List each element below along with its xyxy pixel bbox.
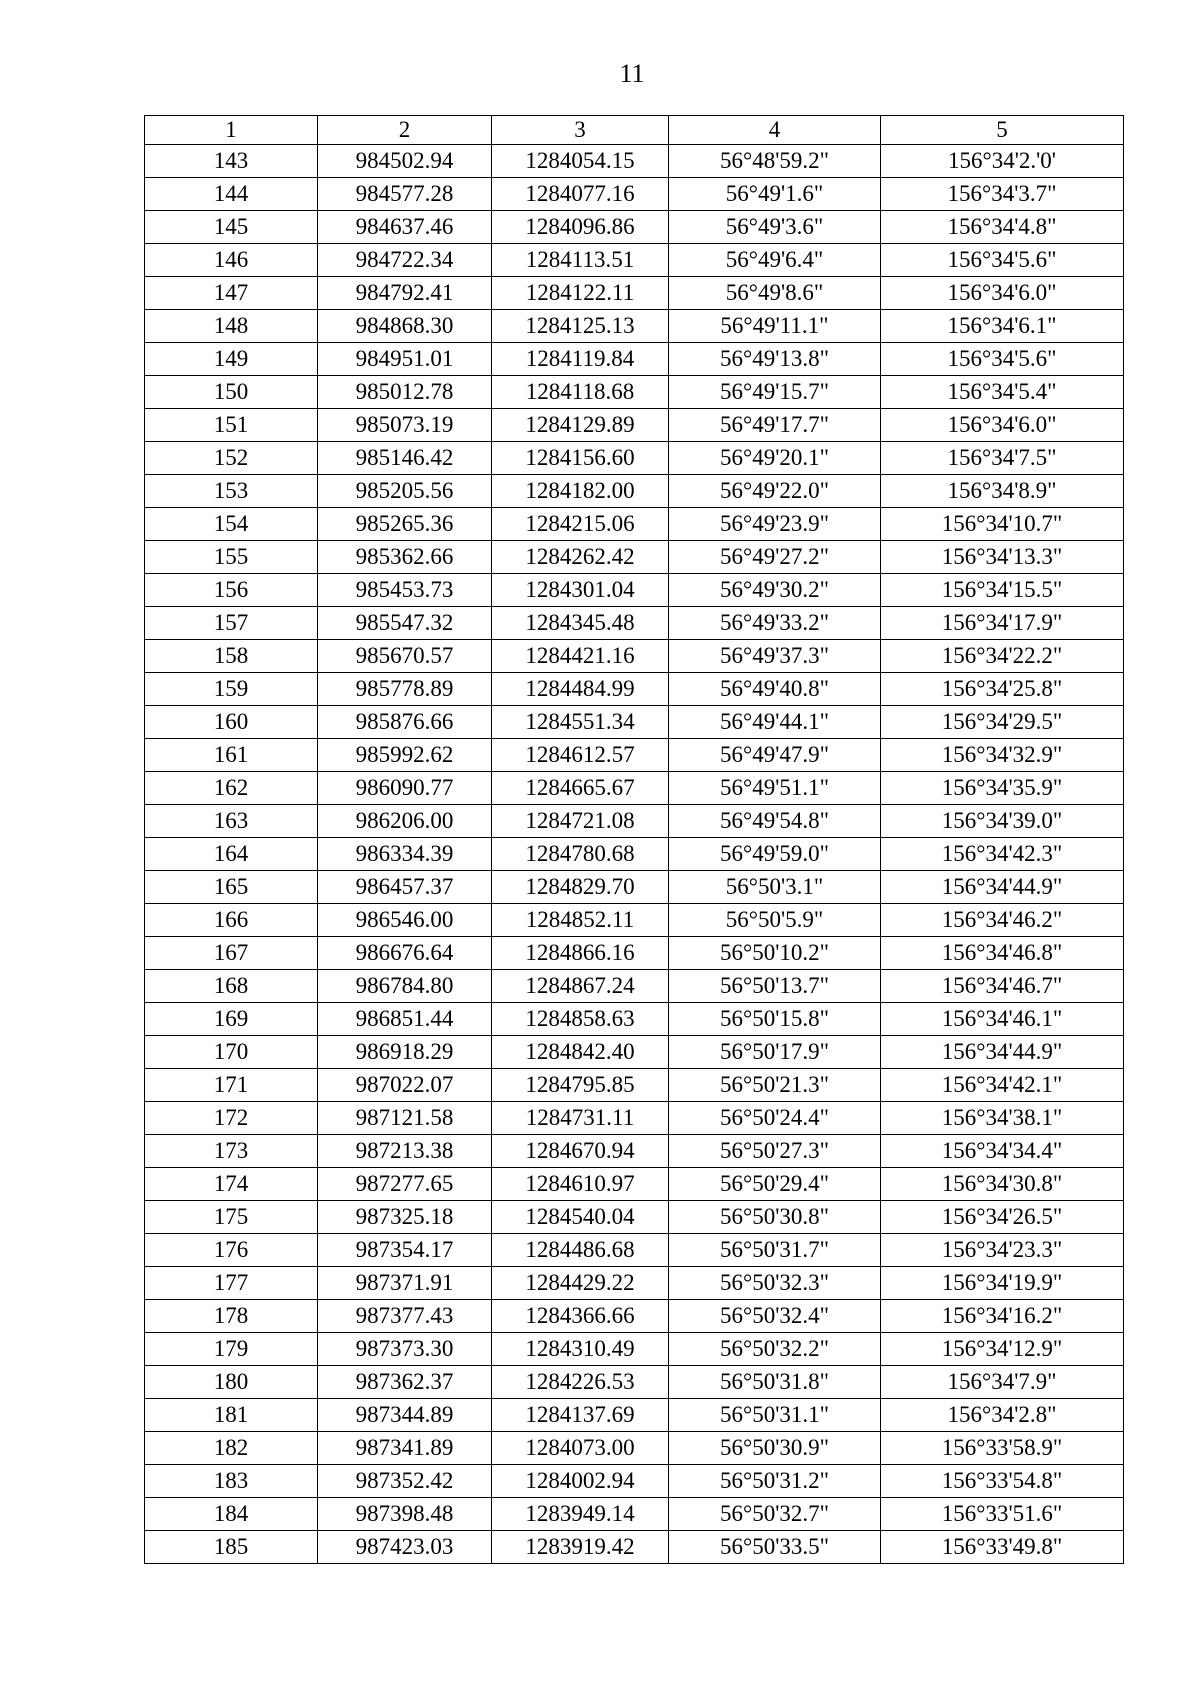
point-number-cell: 168 [145,970,318,1003]
longitude-cell: 156°34'26.5" [881,1201,1124,1234]
point-number-cell: 161 [145,739,318,772]
longitude-cell: 156°34'42.3" [881,838,1124,871]
longitude-cell: 156°34'44.9" [881,1036,1124,1069]
point-number-cell: 146 [145,244,318,277]
table-row [145,937,1124,970]
longitude-cell: 156°34'16.2" [881,1300,1124,1333]
y-coordinate-cell: 1284122.11 [492,277,669,310]
x-coordinate-cell: 984868.30 [318,310,492,343]
latitude-cell: 56°49'13.8" [669,343,881,376]
point-number-cell: 167 [145,937,318,970]
longitude-cell: 156°34'39.0" [881,805,1124,838]
y-coordinate-cell: 1284540.04 [492,1201,669,1234]
point-number-cell: 160 [145,706,318,739]
x-coordinate-cell: 986851.44 [318,1003,492,1036]
latitude-cell: 56°49'6.4" [669,244,881,277]
longitude-cell: 156°34'17.9" [881,607,1124,640]
latitude-cell: 56°50'10.2" [669,937,881,970]
latitude-cell: 56°50'17.9" [669,1036,881,1069]
table-row [145,1333,1124,1366]
point-number-cell: 145 [145,211,318,244]
x-coordinate-cell: 987362.37 [318,1366,492,1399]
latitude-cell: 56°49'8.6" [669,277,881,310]
latitude-cell: 56°50'30.8" [669,1201,881,1234]
latitude-cell: 56°50'31.1" [669,1399,881,1432]
y-coordinate-cell: 1284119.84 [492,343,669,376]
latitude-cell: 56°49'11.1" [669,310,881,343]
x-coordinate-cell: 987398.48 [318,1498,492,1531]
longitude-cell: 156°34'46.1" [881,1003,1124,1036]
x-coordinate-cell: 984637.46 [318,211,492,244]
point-number-cell: 155 [145,541,318,574]
point-number-cell: 174 [145,1168,318,1201]
y-coordinate-cell: 1283949.14 [492,1498,669,1531]
longitude-cell: 156°34'44.9" [881,871,1124,904]
y-coordinate-cell: 1284665.67 [492,772,669,805]
latitude-cell: 56°49'17.7" [669,409,881,442]
table-row [145,1267,1124,1300]
x-coordinate-cell: 985778.89 [318,673,492,706]
page-number: 11 [619,59,645,88]
table-row [145,970,1124,1003]
table-row [145,1465,1124,1498]
point-number-cell: 177 [145,1267,318,1300]
table-row [145,739,1124,772]
table-row [145,541,1124,574]
point-number-cell: 175 [145,1201,318,1234]
table-row [145,343,1124,376]
y-coordinate-cell: 1284866.16 [492,937,669,970]
column-header-4: 4 [669,116,881,145]
x-coordinate-cell: 987277.65 [318,1168,492,1201]
y-coordinate-cell: 1284366.66 [492,1300,669,1333]
y-coordinate-cell: 1284301.04 [492,574,669,607]
table-row [145,244,1124,277]
x-coordinate-cell: 985670.57 [318,640,492,673]
x-coordinate-cell: 987022.07 [318,1069,492,1102]
table-row [145,607,1124,640]
x-coordinate-cell: 985012.78 [318,376,492,409]
y-coordinate-cell: 1284054.15 [492,145,669,178]
table-row [145,1102,1124,1135]
latitude-cell: 56°50'30.9" [669,1432,881,1465]
y-coordinate-cell: 1284731.11 [492,1102,669,1135]
table-row [145,1168,1124,1201]
y-coordinate-cell: 1284795.85 [492,1069,669,1102]
x-coordinate-cell: 985362.66 [318,541,492,574]
table-row [145,145,1124,178]
latitude-cell: 56°50'31.2" [669,1465,881,1498]
x-coordinate-cell: 986784.80 [318,970,492,1003]
x-coordinate-cell: 986090.77 [318,772,492,805]
longitude-cell: 156°34'2.8" [881,1399,1124,1432]
point-number-cell: 185 [145,1531,318,1564]
x-coordinate-cell: 987423.03 [318,1531,492,1564]
latitude-cell: 56°50'33.5" [669,1531,881,1564]
table-row [145,508,1124,541]
longitude-cell: 156°34'32.9" [881,739,1124,772]
y-coordinate-cell: 1284829.70 [492,871,669,904]
point-number-cell: 153 [145,475,318,508]
point-number-cell: 151 [145,409,318,442]
longitude-cell: 156°34'6.0" [881,277,1124,310]
x-coordinate-cell: 987352.42 [318,1465,492,1498]
longitude-cell: 156°34'5.6" [881,343,1124,376]
longitude-cell: 156°34'6.0" [881,409,1124,442]
table-row [145,1399,1124,1432]
x-coordinate-cell: 985547.32 [318,607,492,640]
point-number-cell: 172 [145,1102,318,1135]
x-coordinate-cell: 987354.17 [318,1234,492,1267]
y-coordinate-cell: 1284610.97 [492,1168,669,1201]
latitude-cell: 56°50'32.7" [669,1498,881,1531]
longitude-cell: 156°34'7.5" [881,442,1124,475]
x-coordinate-cell: 987377.43 [318,1300,492,1333]
latitude-cell: 56°50'32.2" [669,1333,881,1366]
x-coordinate-cell: 987371.91 [318,1267,492,1300]
x-coordinate-cell: 986676.64 [318,937,492,970]
point-number-cell: 162 [145,772,318,805]
latitude-cell: 56°50'5.9" [669,904,881,937]
y-coordinate-cell: 1284867.24 [492,970,669,1003]
y-coordinate-cell: 1284421.16 [492,640,669,673]
table-header [145,116,1124,145]
longitude-cell: 156°34'46.7" [881,970,1124,1003]
column-header-5: 5 [881,116,1124,145]
latitude-cell: 56°50'32.4" [669,1300,881,1333]
latitude-cell: 56°49'37.3" [669,640,881,673]
y-coordinate-cell: 1284118.68 [492,376,669,409]
x-coordinate-cell: 987121.58 [318,1102,492,1135]
y-coordinate-cell: 1284780.68 [492,838,669,871]
table-row [145,1036,1124,1069]
y-coordinate-cell: 1284215.06 [492,508,669,541]
x-coordinate-cell: 984722.34 [318,244,492,277]
table-row [145,376,1124,409]
latitude-cell: 56°49'3.6" [669,211,881,244]
y-coordinate-cell: 1284345.48 [492,607,669,640]
column-header-1: 1 [145,116,318,145]
latitude-cell: 56°49'44.1" [669,706,881,739]
longitude-cell: 156°34'5.4" [881,376,1124,409]
table-row [145,1135,1124,1168]
table-row [145,1201,1124,1234]
x-coordinate-cell: 984792.41 [318,277,492,310]
longitude-cell: 156°34'8.9" [881,475,1124,508]
table-row [145,673,1124,706]
table-row [145,574,1124,607]
latitude-cell: 56°50'24.4" [669,1102,881,1135]
longitude-cell: 156°34'19.9" [881,1267,1124,1300]
y-coordinate-cell: 1284226.53 [492,1366,669,1399]
y-coordinate-cell: 1284156.60 [492,442,669,475]
x-coordinate-cell: 986457.37 [318,871,492,904]
latitude-cell: 56°49'27.2" [669,541,881,574]
longitude-cell: 156°34'2.'0' [881,145,1124,178]
x-coordinate-cell: 987341.89 [318,1432,492,1465]
y-coordinate-cell: 1284096.86 [492,211,669,244]
y-coordinate-cell: 1284262.42 [492,541,669,574]
point-number-cell: 170 [145,1036,318,1069]
latitude-cell: 56°50'31.8" [669,1366,881,1399]
point-number-cell: 159 [145,673,318,706]
point-number-cell: 183 [145,1465,318,1498]
point-number-cell: 171 [145,1069,318,1102]
table-row [145,211,1124,244]
point-number-cell: 144 [145,178,318,211]
latitude-cell: 56°50'15.8" [669,1003,881,1036]
latitude-cell: 56°49'47.9" [669,739,881,772]
point-number-cell: 152 [145,442,318,475]
point-number-cell: 148 [145,310,318,343]
point-number-cell: 149 [145,343,318,376]
table-row [145,1498,1124,1531]
longitude-cell: 156°34'13.3" [881,541,1124,574]
latitude-cell: 56°49'22.0" [669,475,881,508]
x-coordinate-cell: 987325.18 [318,1201,492,1234]
point-number-cell: 156 [145,574,318,607]
point-number-cell: 169 [145,1003,318,1036]
x-coordinate-cell: 987344.89 [318,1399,492,1432]
point-number-cell: 163 [145,805,318,838]
y-coordinate-cell: 1284852.11 [492,904,669,937]
point-number-cell: 181 [145,1399,318,1432]
latitude-cell: 56°49'15.7" [669,376,881,409]
latitude-cell: 56°49'40.8" [669,673,881,706]
latitude-cell: 56°50'3.1" [669,871,881,904]
longitude-cell: 156°34'42.1" [881,1069,1124,1102]
point-number-cell: 184 [145,1498,318,1531]
table-row [145,805,1124,838]
longitude-cell: 156°34'3.7" [881,178,1124,211]
point-number-cell: 179 [145,1333,318,1366]
x-coordinate-cell: 987373.30 [318,1333,492,1366]
x-coordinate-cell: 984502.94 [318,145,492,178]
latitude-cell: 56°49'1.6" [669,178,881,211]
latitude-cell: 56°49'20.1" [669,442,881,475]
x-coordinate-cell: 985146.42 [318,442,492,475]
longitude-cell: 156°34'38.1" [881,1102,1124,1135]
table-row [145,1234,1124,1267]
latitude-cell: 56°49'33.2" [669,607,881,640]
longitude-cell: 156°34'25.8" [881,673,1124,706]
longitude-cell: 156°34'15.5" [881,574,1124,607]
y-coordinate-cell: 1284858.63 [492,1003,669,1036]
table-row [145,310,1124,343]
point-number-cell: 166 [145,904,318,937]
column-header-3: 3 [492,116,669,145]
longitude-cell: 156°34'6.1" [881,310,1124,343]
point-number-cell: 180 [145,1366,318,1399]
latitude-cell: 56°50'31.7" [669,1234,881,1267]
y-coordinate-cell: 1284129.89 [492,409,669,442]
longitude-cell: 156°34'12.9" [881,1333,1124,1366]
y-coordinate-cell: 1284429.22 [492,1267,669,1300]
latitude-cell: 56°50'27.3" [669,1135,881,1168]
x-coordinate-cell: 985992.62 [318,739,492,772]
table-row [145,1531,1124,1564]
latitude-cell: 56°50'13.7" [669,970,881,1003]
longitude-cell: 156°34'7.9" [881,1366,1124,1399]
longitude-cell: 156°34'46.2" [881,904,1124,937]
longitude-cell: 156°34'10.7" [881,508,1124,541]
point-number-cell: 147 [145,277,318,310]
y-coordinate-cell: 1284182.00 [492,475,669,508]
y-coordinate-cell: 1284486.68 [492,1234,669,1267]
table-row [145,1003,1124,1036]
latitude-cell: 56°48'59.2" [669,145,881,178]
y-coordinate-cell: 1284612.57 [492,739,669,772]
point-number-cell: 150 [145,376,318,409]
latitude-cell: 56°50'21.3" [669,1069,881,1102]
point-number-cell: 143 [145,145,318,178]
point-number-cell: 182 [145,1432,318,1465]
header-row [145,116,1124,145]
x-coordinate-cell: 986546.00 [318,904,492,937]
longitude-cell: 156°34'34.4" [881,1135,1124,1168]
table-row [145,904,1124,937]
y-coordinate-cell: 1284484.99 [492,673,669,706]
x-coordinate-cell: 986918.29 [318,1036,492,1069]
longitude-cell: 156°34'4.8" [881,211,1124,244]
table-row [145,1366,1124,1399]
longitude-cell: 156°34'35.9" [881,772,1124,805]
point-number-cell: 157 [145,607,318,640]
table-row [145,871,1124,904]
longitude-cell: 156°33'51.6" [881,1498,1124,1531]
y-coordinate-cell: 1284002.94 [492,1465,669,1498]
table-row [145,1069,1124,1102]
x-coordinate-cell: 985265.36 [318,508,492,541]
point-number-cell: 165 [145,871,318,904]
point-number-cell: 173 [145,1135,318,1168]
latitude-cell: 56°49'30.2" [669,574,881,607]
table-row [145,277,1124,310]
y-coordinate-cell: 1284551.34 [492,706,669,739]
point-number-cell: 164 [145,838,318,871]
table-row [145,409,1124,442]
longitude-cell: 156°33'54.8" [881,1465,1124,1498]
y-coordinate-cell: 1284077.16 [492,178,669,211]
x-coordinate-cell: 987213.38 [318,1135,492,1168]
longitude-cell: 156°34'29.5" [881,706,1124,739]
table-row [145,772,1124,805]
longitude-cell: 156°34'5.6" [881,244,1124,277]
x-coordinate-cell: 985453.73 [318,574,492,607]
table-row [145,1300,1124,1333]
table-body [145,145,1124,1564]
table-row [145,442,1124,475]
x-coordinate-cell: 986206.00 [318,805,492,838]
table-row [145,706,1124,739]
x-coordinate-cell: 985073.19 [318,409,492,442]
x-coordinate-cell: 985876.66 [318,706,492,739]
y-coordinate-cell: 1284842.40 [492,1036,669,1069]
table-row [145,475,1124,508]
y-coordinate-cell: 1284113.51 [492,244,669,277]
latitude-cell: 56°49'51.1" [669,772,881,805]
table-row [145,1432,1124,1465]
y-coordinate-cell: 1284721.08 [492,805,669,838]
point-number-cell: 178 [145,1300,318,1333]
column-header-2: 2 [318,116,492,145]
y-coordinate-cell: 1284137.69 [492,1399,669,1432]
point-number-cell: 158 [145,640,318,673]
point-number-cell: 154 [145,508,318,541]
x-coordinate-cell: 984577.28 [318,178,492,211]
longitude-cell: 156°33'49.8" [881,1531,1124,1564]
x-coordinate-cell: 985205.56 [318,475,492,508]
coordinates-table [144,115,1124,1564]
y-coordinate-cell: 1284310.49 [492,1333,669,1366]
longitude-cell: 156°34'22.2" [881,640,1124,673]
longitude-cell: 156°34'30.8" [881,1168,1124,1201]
y-coordinate-cell: 1284125.13 [492,310,669,343]
longitude-cell: 156°34'23.3" [881,1234,1124,1267]
x-coordinate-cell: 984951.01 [318,343,492,376]
latitude-cell: 56°49'23.9" [669,508,881,541]
point-number-cell: 176 [145,1234,318,1267]
latitude-cell: 56°49'59.0" [669,838,881,871]
longitude-cell: 156°33'58.9" [881,1432,1124,1465]
latitude-cell: 56°50'29.4" [669,1168,881,1201]
latitude-cell: 56°50'32.3" [669,1267,881,1300]
latitude-cell: 56°49'54.8" [669,805,881,838]
y-coordinate-cell: 1283919.42 [492,1531,669,1564]
x-coordinate-cell: 986334.39 [318,838,492,871]
y-coordinate-cell: 1284670.94 [492,1135,669,1168]
longitude-cell: 156°34'46.8" [881,937,1124,970]
table-row [145,838,1124,871]
table-row [145,640,1124,673]
table-row [145,178,1124,211]
y-coordinate-cell: 1284073.00 [492,1432,669,1465]
